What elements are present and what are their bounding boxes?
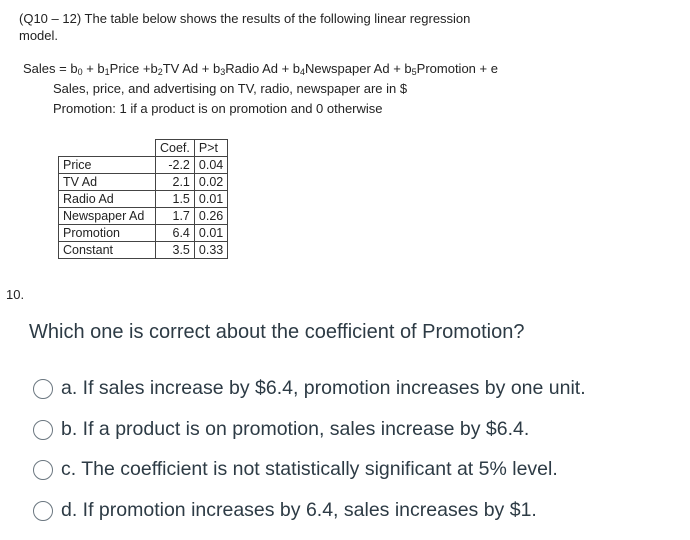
eq-part: Sales = b: [23, 61, 78, 76]
answer-option-d[interactable]: [33, 499, 537, 522]
row-pvalue: 0.26: [194, 208, 227, 225]
option-label[interactable]: c. The coefficient is not statistically significant at 5% level.: [61, 458, 558, 480]
question-intro: [19, 10, 519, 44]
answer-option-c[interactable]: [33, 458, 558, 481]
row-coef: 6.4: [156, 225, 195, 242]
question-number: 10.: [6, 287, 25, 302]
regression-equation: [23, 59, 498, 79]
option-label[interactable]: d. If promotion increases by 6.4, sales increases by $1.: [61, 499, 537, 521]
table-row: [59, 242, 228, 259]
table-corner: [59, 140, 156, 157]
promotion-note: Promotion: 1 if a product is on promotion and 0 otherwise: [53, 101, 383, 116]
row-name: Newspaper Ad: [59, 208, 156, 225]
eq-part: Radio Ad + b: [225, 61, 301, 76]
eq-part: + b: [82, 61, 105, 76]
option-label[interactable]: b. If a product is on promotion, sales increase by $6.4.: [61, 418, 530, 440]
row-name: Constant: [59, 242, 156, 259]
row-pvalue: 0.02: [194, 174, 227, 191]
row-name: Promotion: [59, 225, 156, 242]
header-coef: Coef.: [156, 140, 195, 157]
table-row: [59, 191, 228, 208]
regression-equation-block: [23, 59, 498, 119]
row-pvalue: 0.33: [194, 242, 227, 259]
eq-part: Promotion + e: [416, 61, 498, 76]
eq-sub: 2: [157, 67, 163, 77]
row-name: Radio Ad: [59, 191, 156, 208]
question-text: Which one is correct about the coefficient of Promotion?: [29, 321, 525, 343]
row-coef: 1.5: [156, 191, 195, 208]
table-row: [59, 225, 228, 242]
radio-button-icon[interactable]: [33, 420, 53, 440]
eq-part: TV Ad + b: [162, 61, 221, 76]
row-name: TV Ad: [59, 174, 156, 191]
eq-sub: 3: [220, 67, 226, 77]
radio-button-icon[interactable]: [33, 501, 53, 521]
radio-button-icon[interactable]: [33, 379, 53, 399]
row-name: Price: [59, 157, 156, 174]
row-coef: 1.7: [156, 208, 195, 225]
table-row: [59, 174, 228, 191]
header-pvalue: P>t: [194, 140, 227, 157]
intro-line-2: model.: [19, 28, 59, 43]
row-pvalue: 0.01: [194, 225, 227, 242]
eq-part: Price +b: [109, 61, 158, 76]
regression-results-table: [58, 139, 228, 259]
answer-option-a[interactable]: [33, 377, 586, 400]
row-pvalue: 0.04: [194, 157, 227, 174]
row-coef: 3.5: [156, 242, 195, 259]
table-row: [59, 208, 228, 225]
row-coef: 2.1: [156, 174, 195, 191]
intro-line-1: (Q10 – 12) The table below shows the results of the following linear regression: [19, 11, 471, 26]
row-coef: -2.2: [156, 157, 195, 174]
answer-option-b[interactable]: [33, 418, 529, 441]
eq-sub: 1: [104, 67, 110, 77]
row-pvalue: 0.01: [194, 191, 227, 208]
table-header-row: [59, 140, 228, 157]
option-label[interactable]: a. If sales increase by $6.4, promotion increases by one unit.: [61, 377, 586, 399]
table-row: [59, 157, 228, 174]
eq-sub: 0: [77, 67, 83, 77]
radio-button-icon[interactable]: [33, 460, 53, 480]
eq-part: Newspaper Ad + b: [305, 61, 412, 76]
units-note: Sales, price, and advertising on TV, radio, newspaper are in $: [53, 81, 408, 96]
eq-sub: 5: [411, 67, 417, 77]
eq-sub: 4: [300, 67, 306, 77]
